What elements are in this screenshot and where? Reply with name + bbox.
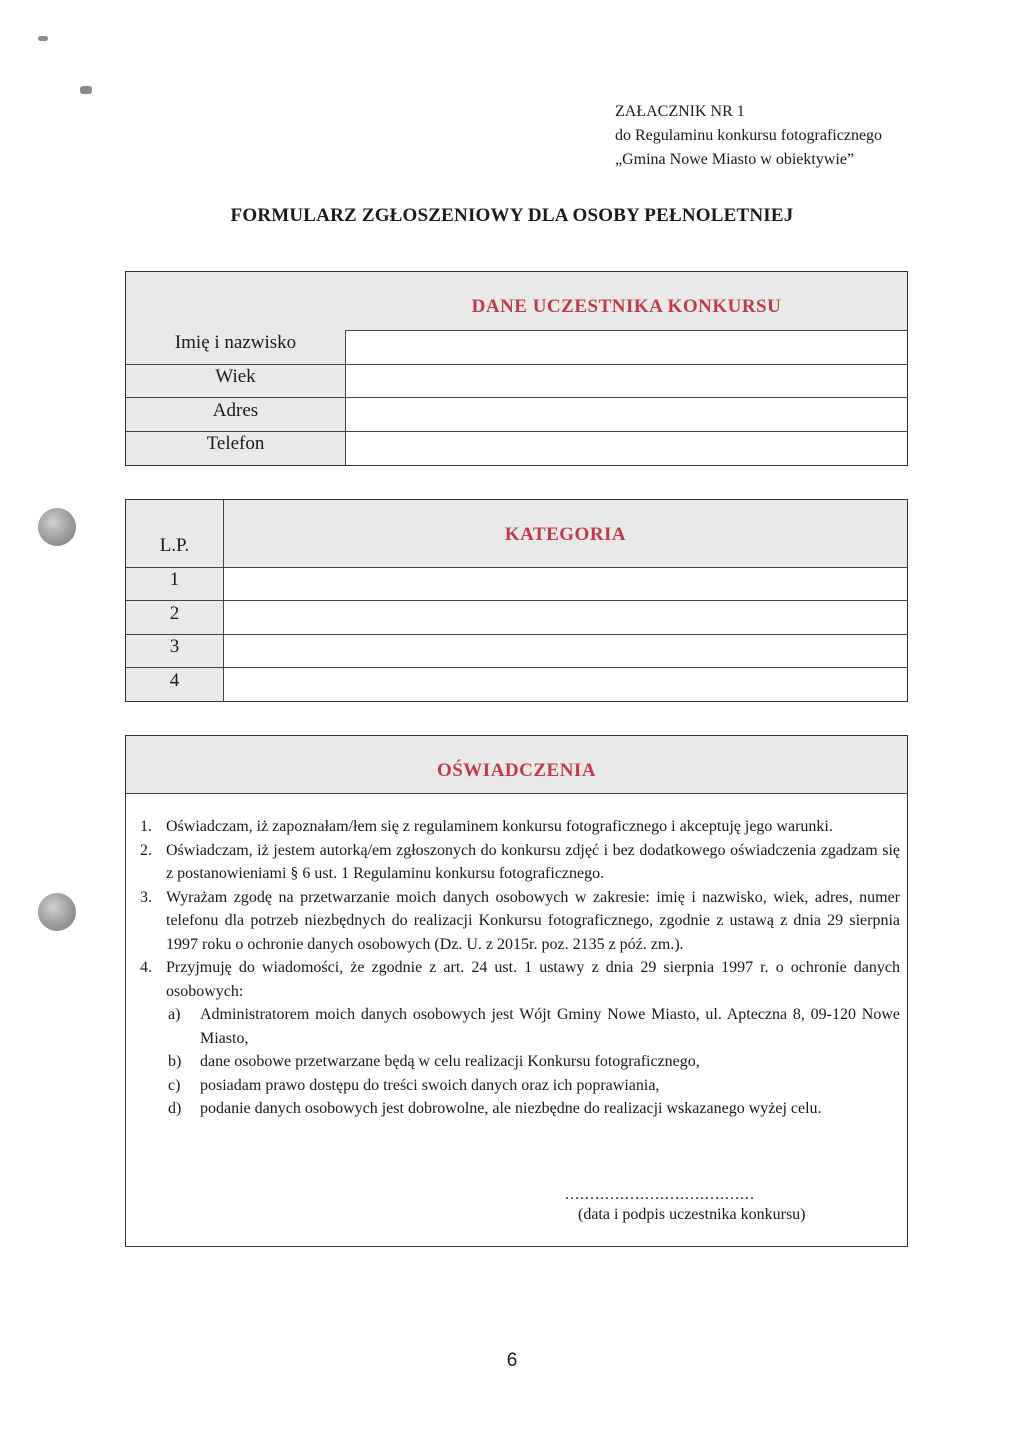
declaration-item: 4. Przyjmuję do wiadomości, że zgodnie z art. 24 ust. 1 ustawy z dnia 29 sierpnia 1997 r. o ochronie danych osobowych: a) Administratorem moich danych osobowych jest Wójt Gminy Nowe Miasto, ul. Apteczna 8, 09-120 Nowe Miasto, b) dane osobowe przetwarzane będą w celu realizacji Konkursu fotograficznego, c) posiadam prawo dostępu do treści swoich danych oraz ich poprawiania, d) podanie danych osobowych jest dobrowolne, ale niezbędne do realizacji wskazanego wyżej celu.	[140, 956, 900, 1121]
phone-field[interactable]	[347, 433, 905, 464]
age-field[interactable]	[347, 366, 905, 396]
declarations-header: OŚWIADCZENIA	[436, 760, 597, 781]
annex-number: ZAŁACZNIK NR 1	[615, 103, 745, 120]
address-field[interactable]	[347, 399, 905, 430]
declaration-item: 2. Oświadczam, iż jestem autorką/em zgłoszonych do konkursu zdjęć i bez dodatkowego oświadczenia zgadzam się z postanowieniami § 6 ust. 1 Regulaminu konkursu fotograficznego.	[140, 841, 900, 882]
lp-column-header: L.P.	[159, 535, 190, 556]
declaration-subitems	[168, 1003, 900, 1121]
category-table-header: KATEGORIA	[504, 524, 627, 545]
scan-speck	[80, 86, 92, 94]
declarations-list	[140, 815, 900, 1121]
annex-reference: do Regulaminu konkursu fotograficznego	[615, 127, 883, 144]
category-field-3[interactable]	[225, 636, 905, 666]
signature-caption: (data i podpis uczestnika konkursu)	[578, 1206, 806, 1223]
row-number: 3	[169, 636, 180, 657]
declaration-subitem: a) Administratorem moich danych osobowych jest Wójt Gminy Nowe Miasto, ul. Apteczna 8, 09-120 Nowe Miasto,	[168, 1006, 900, 1047]
label-name: Imię i nazwisko	[174, 332, 297, 353]
declaration-subitem: c) posiadam prawo dostępu do treści swoich danych oraz ich poprawiania,	[168, 1076, 660, 1094]
declaration-subitem: d) podanie danych osobowych jest dobrowolne, ale niezbędne do realizacji wskazanego wyżej celu.	[168, 1100, 822, 1117]
label-phone: Telefon	[206, 433, 265, 454]
annex-contest-name: „Gmina Nowe Miasto w obiektywie”	[615, 151, 855, 168]
declaration-subitem: b) dane osobowe przetwarzane będą w celu realizacji Konkursu fotograficznego,	[168, 1053, 700, 1070]
punch-hole-top	[38, 508, 76, 546]
signature-line[interactable]: ......................................	[565, 1186, 755, 1203]
row-number: 4	[169, 670, 180, 691]
participant-table-header: DANE UCZESTNIKA KONKURSU	[471, 296, 782, 317]
declaration-item: 3. Wyrażam zgodę na przetwarzanie moich danych osobowych w zakresie: imię i nazwisko, wiek, adres, numer telefonu dla potrzeb niezbędnych do realizacji Konkursu fotograficznego, zgodnie z ustawą z dnia 29 sierpnia 1997 roku o ochronie danych osobowych (Dz. U. z 2015r. poz. 2135 z póź. zm.).	[140, 888, 900, 953]
page-number: 6	[506, 1350, 518, 1371]
row-number: 1	[169, 569, 180, 590]
category-field-1[interactable]	[225, 569, 905, 599]
label-age: Wiek	[215, 366, 256, 387]
category-field-2[interactable]	[225, 602, 905, 633]
annex-header	[615, 100, 882, 172]
punch-hole-bottom	[38, 893, 76, 931]
scan-speck	[38, 36, 48, 41]
row-number: 2	[169, 603, 180, 624]
declaration-item: 1. Oświadczam, iż zapoznałam/łem się z regulaminem konkursu fotograficznego i akceptuję jego warunki.	[140, 818, 833, 835]
category-field-4[interactable]	[225, 669, 905, 700]
label-address: Adres	[212, 400, 259, 421]
name-field[interactable]	[347, 332, 905, 363]
form-title: FORMULARZ ZGŁOSZENIOWY DLA OSOBY PEŁNOLETNIEJ	[230, 205, 794, 226]
